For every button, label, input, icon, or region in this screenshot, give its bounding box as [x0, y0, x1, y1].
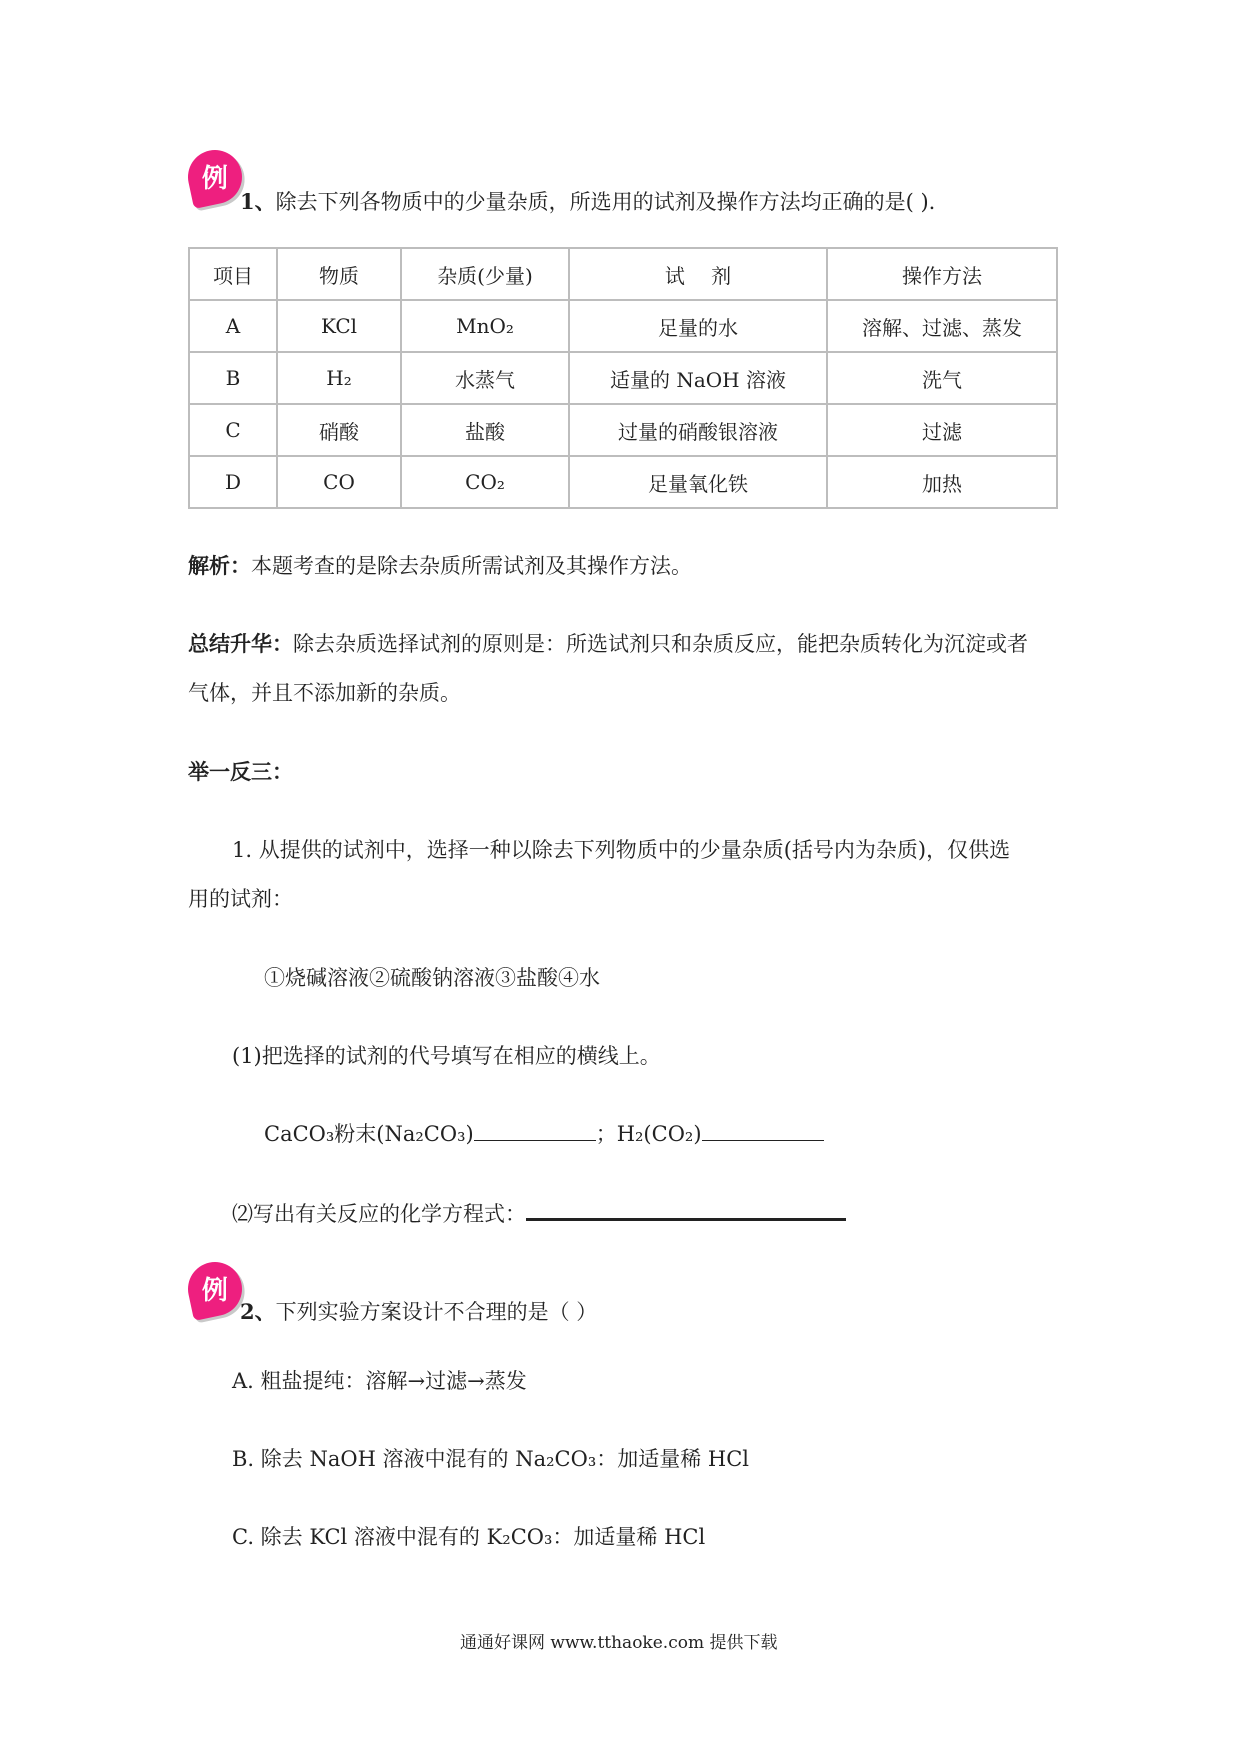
table-cell: 足量氧化铁	[570, 457, 828, 507]
option-a: A. 粗盐提纯：溶解→过滤→蒸发	[232, 1369, 527, 1393]
impurity-table	[188, 247, 1058, 509]
option-c: C. 除去 KCl 溶液中混有的 K₂CO₃：加适量稀 HCl	[232, 1525, 706, 1549]
blank-separator: ；	[595, 1122, 617, 1146]
table-cell: CO₂	[402, 457, 570, 507]
table-cell: 过滤	[828, 405, 1056, 457]
summary-line-2: 气体，并且不添加新的杂质。	[188, 681, 461, 705]
practice-title: 举一反三：	[188, 759, 293, 784]
analysis-paragraph	[188, 550, 692, 580]
fill-in-line	[264, 1118, 824, 1148]
practice-part-2	[232, 1196, 846, 1228]
example-badge-1	[183, 145, 247, 209]
table-cell: 足量的水	[570, 301, 828, 353]
table-header-cell: 操作方法	[828, 249, 1056, 301]
example-badge-1-text: 例	[201, 164, 228, 195]
table-cell: MnO₂	[402, 301, 570, 353]
table-row	[190, 457, 1056, 507]
table-cell: CO	[278, 457, 402, 507]
page-footer: 通通好课网 www.tthaoke.com 提供下载	[460, 1633, 778, 1653]
table-cell: D	[190, 457, 278, 507]
blank-2-label: H₂(CO₂)	[616, 1122, 702, 1146]
practice-q1-line-1: 1. 从提供的试剂中，选择一种以除去下列物质中的少量杂质(括号内为杂质)，仅供选	[232, 838, 1011, 862]
example-2-question-text: 下列实验方案设计不合理的是（ ）	[275, 1300, 598, 1324]
reagent-list: ①烧碱溶液②硫酸钠溶液③盐酸④水	[264, 966, 600, 990]
table-header-row	[190, 249, 1056, 301]
example-badge-2	[183, 1257, 247, 1321]
analysis-text: 本题考查的是除去杂质所需试剂及其操作方法。	[251, 554, 692, 578]
table-cell: C	[190, 405, 278, 457]
table-cell: 硝酸	[278, 405, 402, 457]
table-cell: 水蒸气	[402, 353, 570, 405]
table-cell: 溶解、过滤、蒸发	[828, 301, 1056, 353]
answer-blank-1[interactable]	[474, 1118, 596, 1141]
answer-blank-2[interactable]	[702, 1118, 824, 1141]
table-cell: 适量的 NaOH 溶液	[570, 353, 828, 405]
example-1-question-text: 除去下列各物质中的少量杂质，所选用的试剂及操作方法均正确的是( ).	[275, 190, 936, 214]
blank-1-label: CaCO₃粉末(Na₂CO₃)	[264, 1122, 474, 1146]
example-1-number: 1、	[240, 189, 276, 214]
table-header-cell: 杂质(少量)	[402, 249, 570, 301]
example-2-number: 2、	[240, 1299, 276, 1324]
summary-line-1	[188, 628, 1028, 658]
equation-blank[interactable]	[526, 1196, 846, 1221]
table-row	[190, 301, 1056, 353]
table-cell: 盐酸	[402, 405, 570, 457]
example-2-question	[240, 1296, 597, 1326]
table-row	[190, 353, 1056, 405]
table-cell: 洗气	[828, 353, 1056, 405]
example-1-question	[240, 186, 935, 216]
table-cell: H₂	[278, 353, 402, 405]
table-header-cell: 物质	[278, 249, 402, 301]
table-cell: B	[190, 353, 278, 405]
table-cell: A	[190, 301, 278, 353]
option-b: B. 除去 NaOH 溶液中混有的 Na₂CO₃：加适量稀 HCl	[232, 1447, 750, 1471]
table-cell: 过量的硝酸银溶液	[570, 405, 828, 457]
practice-part-1: (1)把选择的试剂的代号填写在相应的横线上。	[232, 1044, 661, 1068]
practice-part-2-text: ⑵写出有关反应的化学方程式：	[232, 1202, 526, 1226]
example-badge-2-text: 例	[201, 1276, 228, 1307]
practice-q1-line-2: 用的试剂：	[188, 887, 293, 911]
table-row	[190, 405, 1056, 457]
analysis-label: 解析：	[188, 553, 251, 578]
table-header-cell: 项目	[190, 249, 278, 301]
summary-label: 总结升华：	[188, 631, 293, 656]
table-header-cell: 试 剂	[570, 249, 828, 301]
table-cell: KCl	[278, 301, 402, 353]
table-cell: 加热	[922, 471, 962, 496]
summary-text-1: 除去杂质选择试剂的原则是：所选试剂只和杂质反应，能把杂质转化为沉淀或者	[293, 632, 1028, 656]
